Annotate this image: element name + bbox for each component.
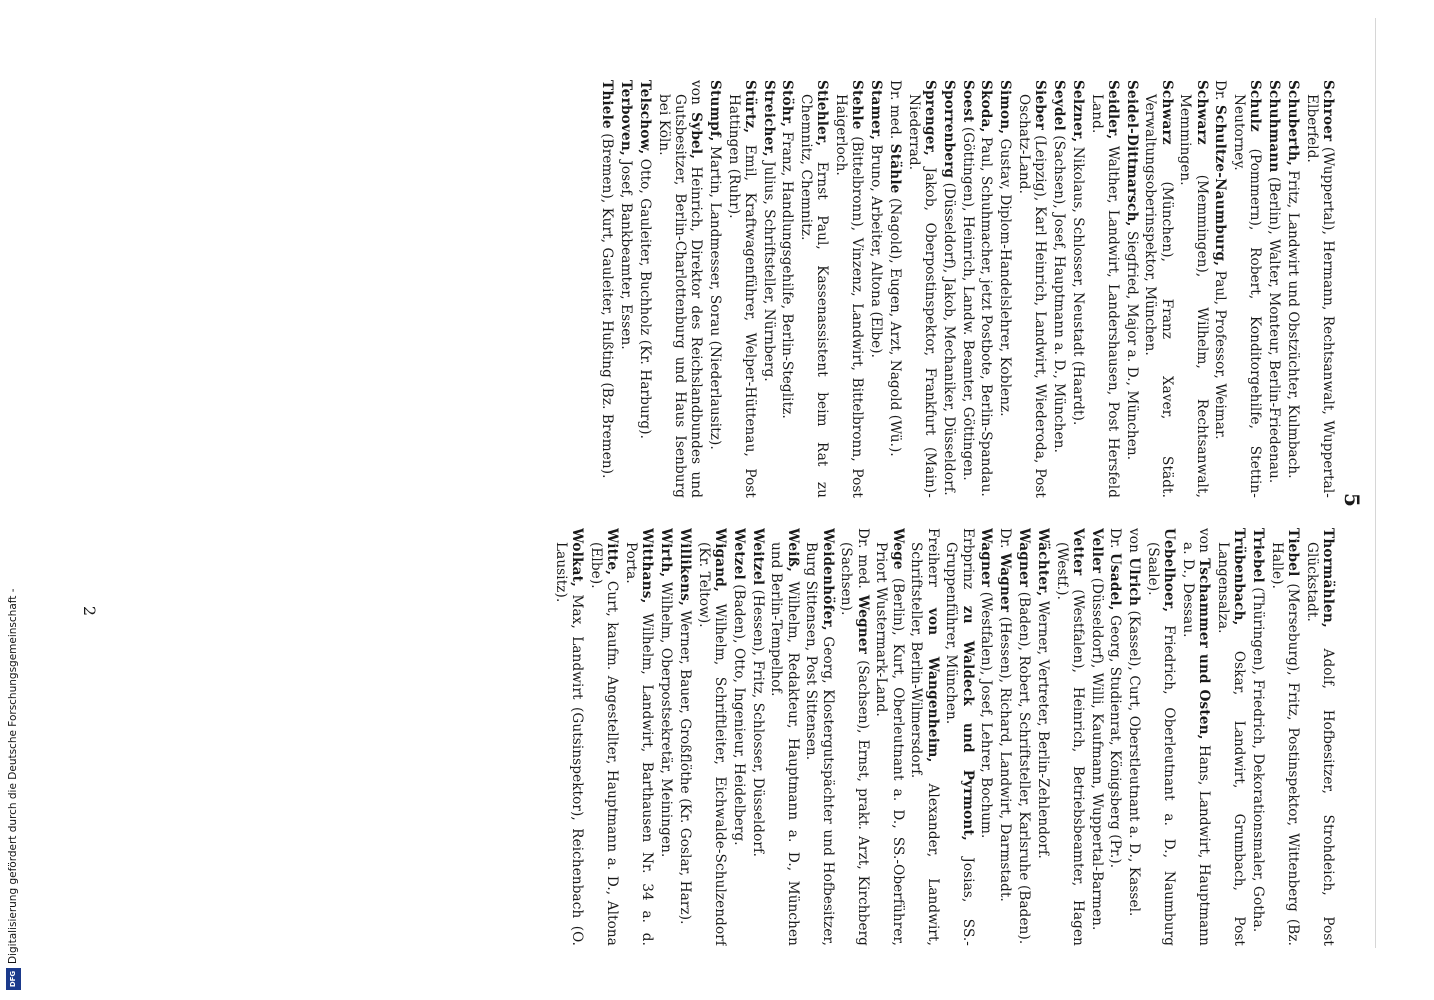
member-name: Sprenger, (922, 80, 939, 156)
member-details: Siegfried, Major a. D., München. (1123, 226, 1140, 461)
member-details: (Thüringen), Friedrich, Dekorationsmaler, Gotha. (1250, 582, 1266, 933)
member-entry (1070, 80, 1086, 498)
member-details: Friedrich, Oberleutnant a. D., Naumburg (Saale). (1145, 542, 1178, 946)
member-entry (798, 80, 830, 498)
member-name: Weitzel (749, 528, 766, 586)
member-details: Wilhelm, Landwirt, Barthausen Nr. 34 a. d. Porta. (623, 542, 656, 946)
member-details: Wilhelm, Schriftleiter, Eichwalde-Schulzendorf (Kr. Teltow). (695, 542, 729, 946)
member-entry (1215, 528, 1247, 946)
member-details: Curt, kaufm. Angestellter, Hauptmann a. D., Altona (Elbe). (588, 542, 621, 946)
member-name: Ulrich (1126, 557, 1143, 607)
member-title-prefix: von (1196, 528, 1213, 559)
member-entry (768, 528, 800, 946)
member-details: (Hessen), Richard, Landwirt, Darmstadt. (997, 612, 1014, 902)
member-entry (838, 528, 870, 946)
member-name: Weidenhöfer, (819, 528, 836, 631)
member-name: Stürtz, (741, 80, 758, 134)
member-name: Uebelhoer, (1161, 528, 1178, 613)
member-entry (760, 80, 776, 498)
member-details: Jakob, Oberpostinspektor, Frankfurt (Main)-Niederrad. (905, 94, 939, 498)
member-list-column-left (46, 80, 1336, 498)
member-details: (Sachsen), Josef, Hauptmann a. D., München. (1051, 130, 1068, 454)
member-details: (Bittelbronn), Vinzenz, Landwirt, Bittelbronn, Post Haigerloch. (833, 94, 866, 498)
member-entry (1051, 80, 1067, 498)
member-entry (1269, 528, 1301, 946)
member-name: Stähle (887, 143, 904, 194)
member-name: Veller (1088, 528, 1105, 574)
member-title-prefix: Dr. (1107, 528, 1124, 553)
dfg-logo-icon: DFG (6, 968, 21, 990)
member-name: Wagner (1016, 528, 1033, 588)
member-entry (1126, 528, 1142, 946)
member-details: (München), Franz Xaver, Städt. Verwaltungsoberinspektor, München. (1142, 94, 1175, 498)
member-entry (978, 528, 994, 946)
member-title-prefix: Dr. med. (887, 80, 904, 144)
member-details: Wilhelm, Oberpostsekretär, Meiningen. (658, 577, 675, 858)
member-name: Trübenbach, (1231, 528, 1248, 626)
member-details: Georg, Studienrat, Königsberg (Pr.). (1107, 610, 1124, 869)
member-details: (Berlin), Walter, Monteur, Berlin-Friedenau. (1266, 172, 1283, 484)
member-details: Gustav, Diplom-Handelslehrer, Koblenz. (997, 134, 1014, 417)
member-details: Franz, Handlungsgehilfe, Berlin-Steglitz. (779, 127, 796, 419)
member-details: (Westfalen), Heinrich, Betriebsbeamter, Hagen (Westf.). (1053, 542, 1086, 946)
member-details: Julius, Schriftsteller, Nürnberg. (760, 156, 777, 382)
member-details: (Göttingen), Heinrich, Landw. Beamter, Göttingen. (959, 122, 976, 481)
member-details: Josias, SS.-Gruppenführer, München. (943, 542, 976, 946)
member-name: Schroer (1320, 80, 1336, 142)
member-entry (1250, 528, 1266, 946)
member-entry (749, 528, 765, 946)
member-details: Ernst Paul, Kassenassistent beim Rat zu Chemnitz, Chemnitz. (798, 94, 831, 498)
credit-text: Digitalisierung gefördert durch die Deutsche Forschungsgemeinschaft - (7, 588, 19, 964)
member-entry (655, 80, 704, 498)
member-title-prefix: von (688, 80, 705, 113)
member-details: Otto, Gauleiter, Buchholz (Kr. Harburg). (636, 154, 653, 440)
member-details: Josef, Bankbeamter, Essen. (618, 155, 635, 350)
member-name: Schultze-Naumburg, (1212, 104, 1229, 267)
member-name: Weiß, (784, 528, 801, 573)
member-entry (873, 528, 905, 946)
page-edge-line (1375, 18, 1376, 948)
member-details: Walther, Landwirt, Landershausen, Post Hersfeld Land. (1088, 94, 1121, 498)
member-entry (1177, 80, 1209, 498)
member-entry (779, 80, 795, 498)
member-name: Stumpf, (706, 80, 723, 142)
member-name: Triebel (1250, 528, 1266, 583)
member-entry (1107, 528, 1123, 946)
member-name: Thiele (599, 80, 616, 129)
member-details: (Leipzig), Karl Heinrich, Landwirt, Wiederoda, Post Oschatz-Land. (1016, 94, 1049, 498)
member-entry (943, 528, 975, 946)
member-name: Wächter, (1034, 528, 1051, 597)
member-name: zu Waldeck und Pyrmont, (959, 605, 976, 841)
member-name: Sybel, (688, 112, 705, 160)
member-name: Tiebel (1285, 528, 1301, 577)
member-details: Werner, Vertreter, Berlin-Zehlendorf. (1034, 596, 1051, 859)
member-entry (588, 528, 620, 946)
member-entry (618, 80, 634, 498)
member-name: Wege (889, 528, 906, 570)
member-entry (887, 80, 903, 498)
member-details: (Kassel), Curt, Oberstleutnant a. D., Kassel. (1126, 606, 1143, 917)
member-entry (658, 528, 674, 946)
member-details: Fritz, Landwirt und Obstzüchter, Kulmbach. (1285, 166, 1301, 479)
member-name: Schwarz (1193, 80, 1210, 145)
member-entry (959, 80, 975, 498)
member-details: Heinrich, Direktor des Reichslandbundes und Gutsbesitzer, Berlin-Charlottenburg und Haus Isenburg bei Köln. (655, 94, 705, 498)
member-title-prefix: Freiherr (924, 528, 941, 608)
member-details: (Westfalen), Josef, Lehrer, Bochum. (978, 587, 995, 839)
member-list-column-right (46, 528, 1336, 946)
member-entry (1123, 80, 1139, 498)
page-number: 5 (1340, 493, 1364, 507)
member-entry (707, 80, 723, 498)
member-name: Tschammer und Osten, (1196, 558, 1213, 740)
member-entry (1016, 528, 1032, 946)
member-details: (Memmingen), Wilhelm, Rechtsanwalt, Memmingen. (1177, 94, 1210, 498)
member-name: Seidler, (1104, 80, 1121, 140)
member-details: Werner, Bauer, Großflöthe (Kr. Goslar, Harz). (677, 606, 694, 925)
member-name: Vetter (1069, 528, 1086, 576)
member-entry (978, 80, 994, 498)
member-entry (1304, 80, 1336, 498)
member-details: (Baden), Otto, Ingenieur, Heidelberg. (730, 579, 747, 846)
member-entry (1145, 528, 1177, 946)
member-entry (637, 80, 653, 498)
member-details: (Berlin), Kurt, Oberleutnant a. D., SS.-Oberführer, Priort Wustermark-Land. (873, 542, 906, 946)
member-entry (731, 528, 747, 946)
member-name: von Wangenheim, (924, 607, 941, 763)
member-details: (Pommern), Robert, Konditorgehilfe, Stettin-Neutorney. (1231, 94, 1264, 498)
member-name: Stamer, (868, 80, 885, 141)
member-name: Seidel-Dittmarsch, (1123, 80, 1140, 227)
member-details: (Hessen), Fritz, Schlosser, Düsseldorf. (749, 585, 766, 858)
member-details: Adolf, Hofbesitzer, Strohdeich, Post Glückstadt. (1303, 542, 1336, 946)
member-details: Nikolaus, Schlosser, Neustadt (Haardt). (1069, 142, 1086, 426)
member-details: Alexander, Landwirt, Schriftsteller, Berlin-Wilmersdorf. (908, 542, 941, 946)
member-details: (Düsseldorf), Willi, Kaufmann, Wuppertal-Barmen. (1088, 573, 1105, 931)
member-name: Telschow, (636, 80, 653, 155)
member-name: Schwarz (1158, 80, 1175, 145)
member-title-prefix: Dr. med. (854, 528, 871, 595)
member-name: Schuhmann (1266, 80, 1283, 173)
member-entry (997, 80, 1013, 498)
member-details: Emil, Kraftwagenführer, Welper-Hüttenau, Post Hattingen (Ruhr). (725, 94, 758, 498)
member-name: Witthans, (639, 528, 656, 604)
member-name: Wagner (978, 528, 995, 588)
member-name: Terboven, (618, 80, 635, 156)
member-name: Soest (959, 80, 976, 123)
member-title-prefix: von (1126, 528, 1143, 558)
member-details: (Düsseldorf), Jakob, Mechaniker, Düsseldorf. (940, 178, 957, 496)
member-name: Selzner, (1069, 80, 1086, 143)
member-name: Wolkat, (569, 528, 586, 588)
member-name: Stiehler, (814, 80, 831, 147)
member-details: (Sachsen), Ernst, prakt. Arzt, Kirchberg (Sachsen). (838, 542, 871, 946)
member-entry (997, 528, 1013, 946)
member-entry (677, 528, 693, 946)
member-entry (941, 80, 957, 498)
member-name: Streicher, (760, 80, 777, 157)
member-entry (833, 80, 865, 498)
member-name: Stehle (849, 80, 866, 130)
member-entry (696, 528, 728, 946)
member-name: Thormählen, (1320, 528, 1336, 628)
member-entry (623, 528, 655, 946)
signature-mark: 2 (80, 605, 99, 617)
member-details: Wilhelm, Redakteur, Hauptmann a. D., München und Berlin-Tempelhof. (768, 542, 801, 946)
member-details: Martin, Landmesser, Sorau (Niederlausitz). (706, 141, 723, 450)
member-name: Witte, (604, 528, 621, 576)
member-details: Paul, Schuhmacher, jetzt Postbote, Berlin-Spandau. (978, 132, 995, 497)
member-title-prefix: Dr. (997, 528, 1014, 553)
member-name: Stöhr, (779, 80, 796, 128)
member-entry (803, 528, 835, 946)
member-name: Sieber (1032, 80, 1049, 131)
member-entry (1304, 528, 1336, 946)
member-title-prefix: Erbprinz (959, 528, 976, 606)
digitization-credit (0, 0, 22, 1000)
member-entry (908, 528, 940, 946)
member-details: Bruno, Arbeiter, Altona (Elbe). (868, 140, 885, 359)
member-title-prefix: Dr. (1212, 80, 1229, 105)
member-name: Wigand, (712, 528, 729, 593)
member-details: Oskar, Landwirt, Grumbach, Post Langensalza. (1215, 542, 1248, 946)
member-entry (553, 528, 585, 946)
member-name: Simon, (997, 80, 1014, 135)
member-details: (Bremen), Kurt, Gauleiter, Hußting (Bz. Bremen). (599, 128, 616, 479)
member-entry (1088, 80, 1120, 498)
member-details: Max, Landwirt (Gutsinspektor), Reichenbach (O. Lausitz). (553, 542, 586, 946)
member-name: Wetzel (730, 528, 747, 580)
member-name: Wegner (854, 594, 871, 655)
member-entry (1142, 80, 1174, 498)
member-name: Wagner (997, 552, 1014, 613)
member-details: (Merseburg), Fritz, Postinspektor, Wittenberg (Bz. Halle). (1268, 542, 1301, 946)
member-name: Sporrenberg (940, 80, 957, 179)
member-entry (1053, 528, 1085, 946)
member-entry (599, 80, 615, 498)
member-name: Willikens, (677, 528, 694, 607)
member-entry (725, 80, 757, 498)
member-entry (1212, 80, 1228, 498)
member-entry (906, 80, 938, 498)
member-details: (Nagold), Eugen, Arzt, Nagold (Wü.). (887, 193, 904, 457)
member-details: Georg, Klostergutspächter und Hofbesitzer, Burg Sittensen, Post Sittensen. (803, 542, 836, 946)
member-details: Hans, Landwirt, Hauptmann a. D., Dessau. (1180, 542, 1213, 946)
member-entry (1088, 528, 1104, 946)
member-entry (1180, 528, 1212, 946)
member-entry (1266, 80, 1282, 498)
member-name: Schuberth, (1285, 80, 1301, 167)
member-entry (1231, 80, 1263, 498)
member-details: Paul, Professor, Weimar. (1212, 266, 1229, 440)
member-name: Skoda, (978, 80, 995, 133)
member-entry (868, 80, 884, 498)
member-name: Schulz (1247, 80, 1264, 132)
member-entry (1285, 80, 1301, 498)
member-name: Usadel, (1107, 552, 1124, 611)
member-name: Wirth, (658, 528, 675, 578)
member-entry (1035, 528, 1051, 946)
member-entry (1016, 80, 1048, 498)
member-details: (Baden), Robert, Schriftsteller, Karlsruhe (Baden). (1016, 587, 1033, 945)
member-name: Seydel (1051, 80, 1068, 131)
member-details: (Wuppertal), Hermann, Rechtsanwalt, Wuppertal-Elberfeld. (1303, 94, 1336, 498)
